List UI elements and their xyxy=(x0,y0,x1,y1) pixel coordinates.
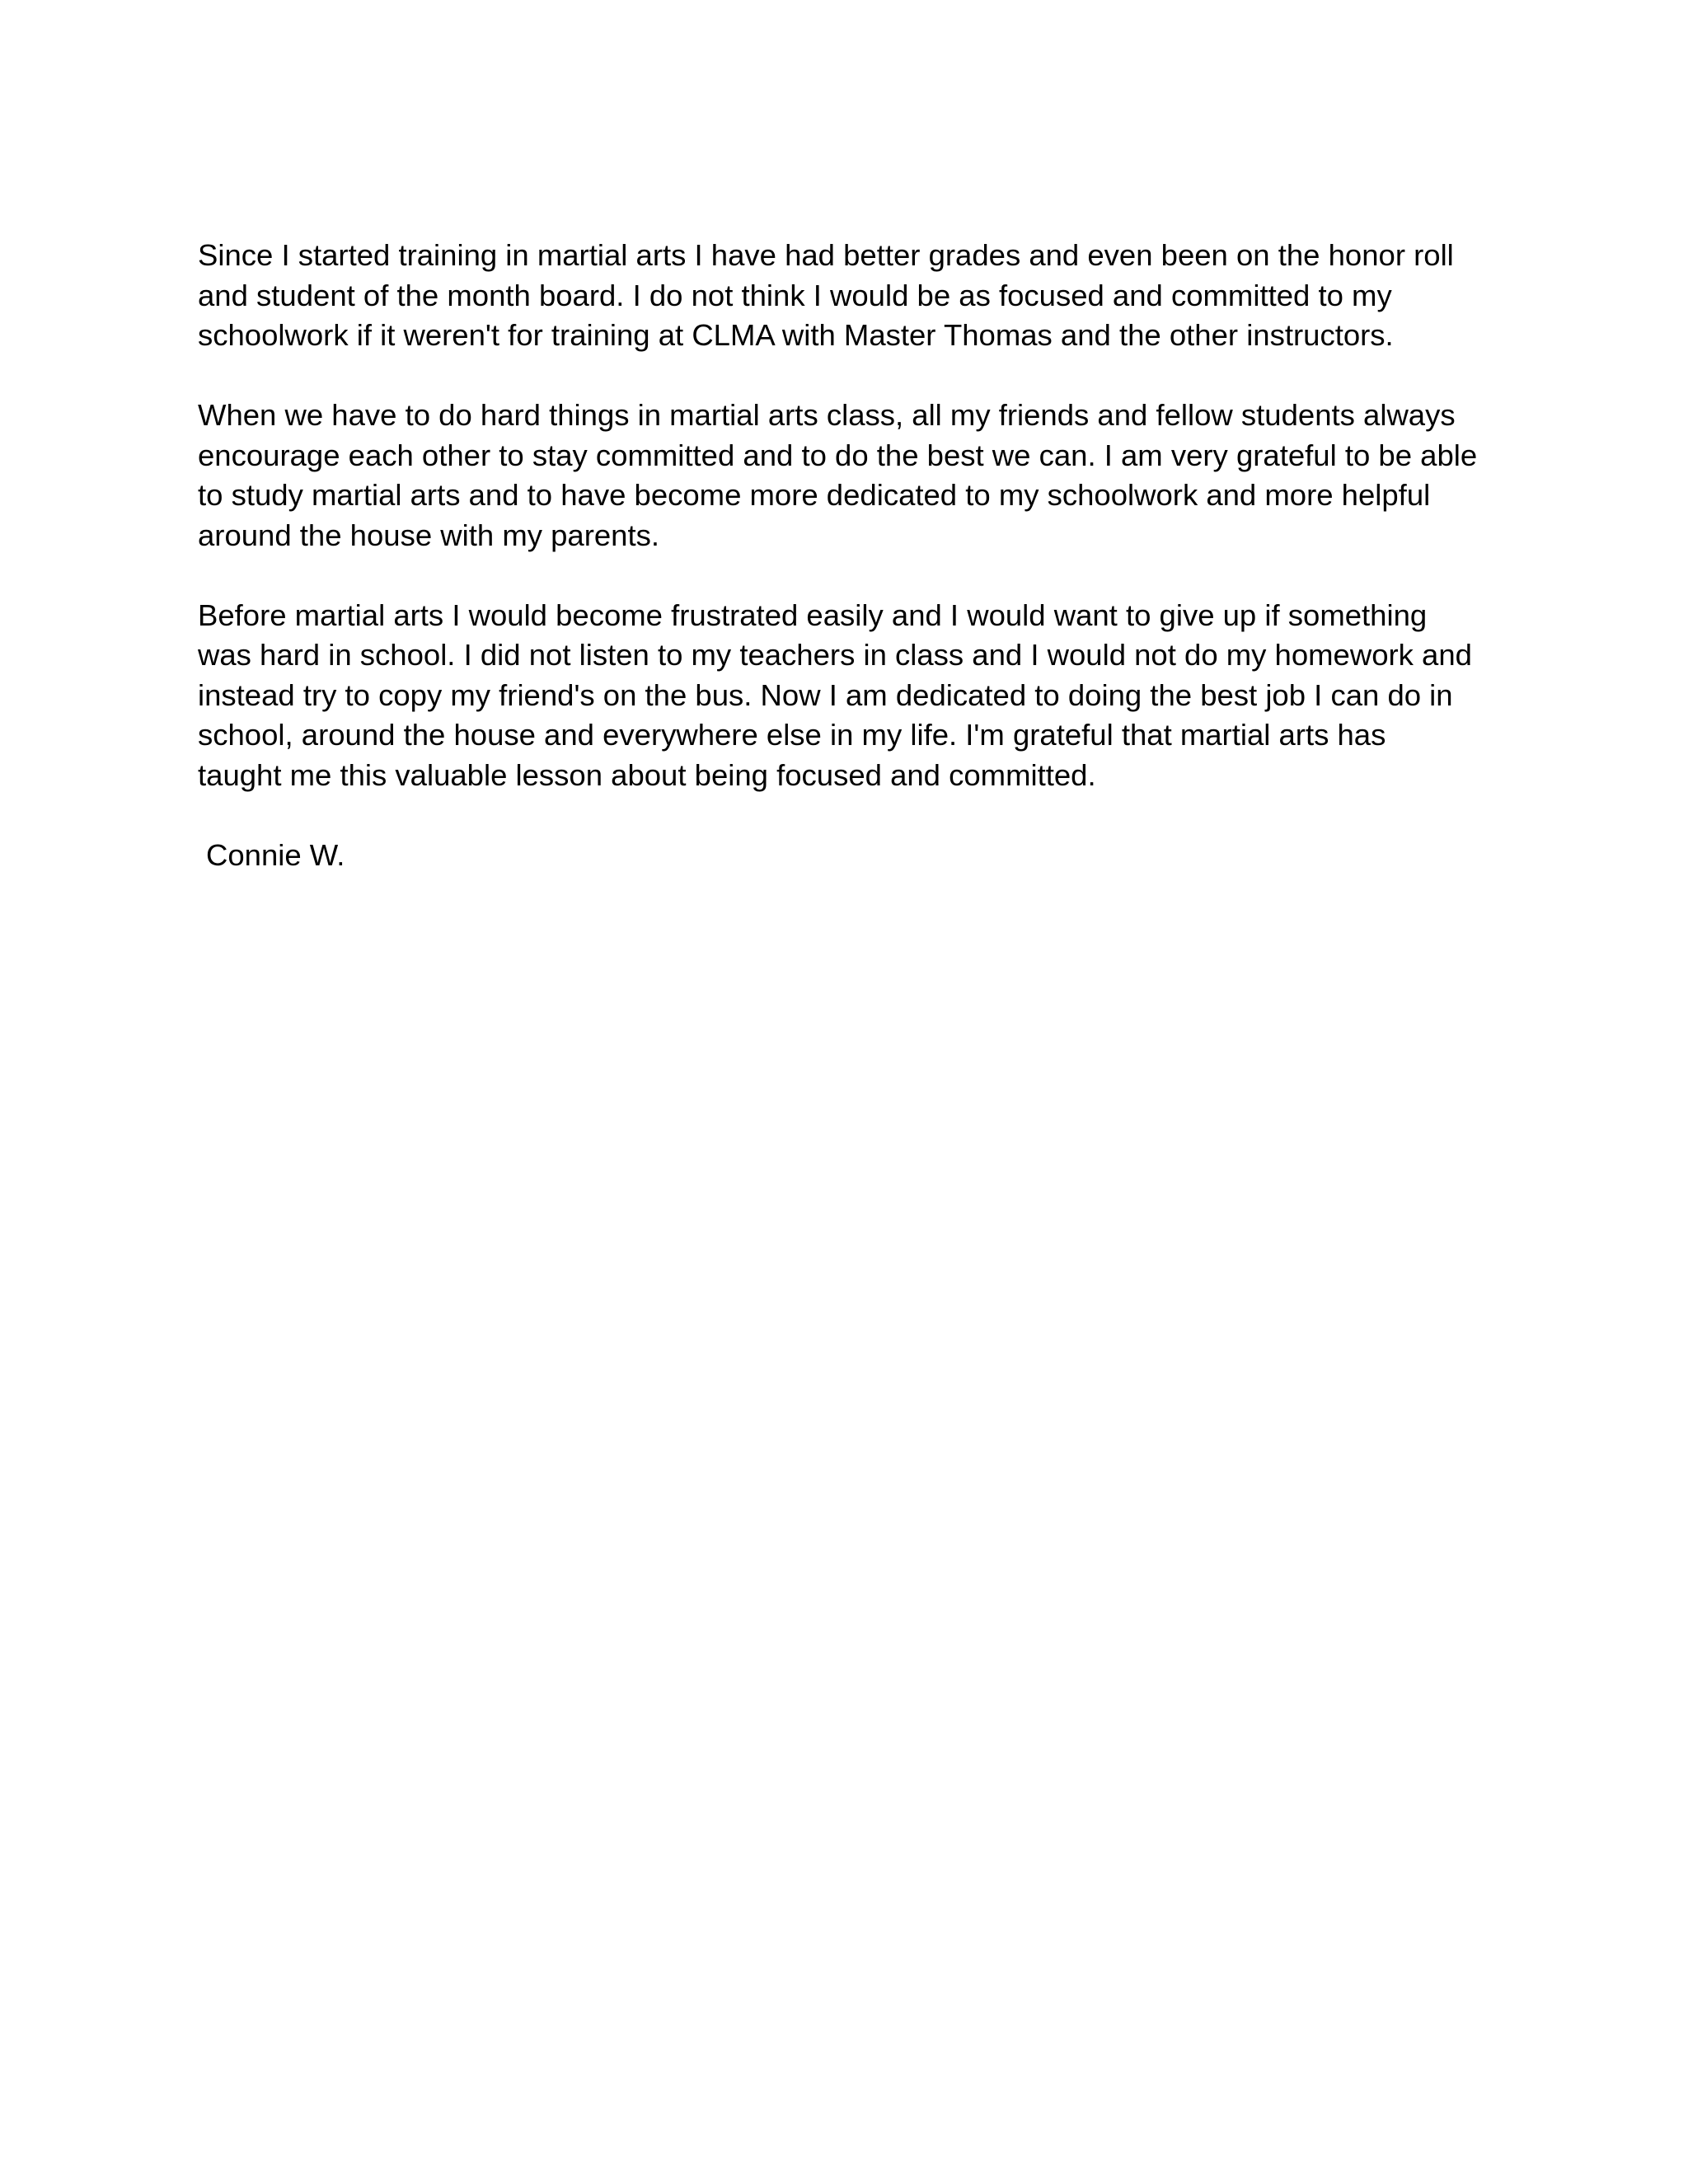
paragraph-line: and student of the month board. I do not think I would be as focused and committed to my xyxy=(198,278,1392,312)
paragraph-line: to study martial arts and to have become more dedicated to my schoolwork and more helpful xyxy=(198,478,1431,512)
signature: Connie W. xyxy=(206,837,345,872)
paragraph-line: Since I started training in martial arts I have had better grades and even been on the honor roll xyxy=(198,238,1454,272)
paragraph-line: school, around the house and everywhere else in my life. I'm grateful that martial arts has xyxy=(198,718,1386,752)
paragraph-2 xyxy=(198,396,1500,555)
paragraph-line: instead try to copy my friend's on the bus. Now I am dedicated to doing the best job I can do in xyxy=(198,677,1453,712)
paragraph-3 xyxy=(198,596,1500,796)
paragraph-line: schoolwork if it weren't for training at CLMA with Master Thomas and the other instructors. xyxy=(198,318,1394,352)
paragraph-line: was hard in school. I did not listen to my teachers in class and I would not do my homework and xyxy=(198,638,1472,672)
paragraph-line: Before martial arts I would become frustrated easily and I would want to give up if something xyxy=(198,598,1428,632)
paragraph-line: around the house with my parents. xyxy=(198,518,659,552)
paragraph-line: When we have to do hard things in martial arts class, all my friends and fellow students always xyxy=(198,398,1456,432)
document-body xyxy=(198,236,1500,875)
paragraph-1 xyxy=(198,236,1500,356)
paragraph-line: encourage each other to stay committed and to do the best we can. I am very grateful to be able xyxy=(198,438,1478,472)
paragraph-line: taught me this valuable lesson about being focused and committed. xyxy=(198,757,1096,792)
